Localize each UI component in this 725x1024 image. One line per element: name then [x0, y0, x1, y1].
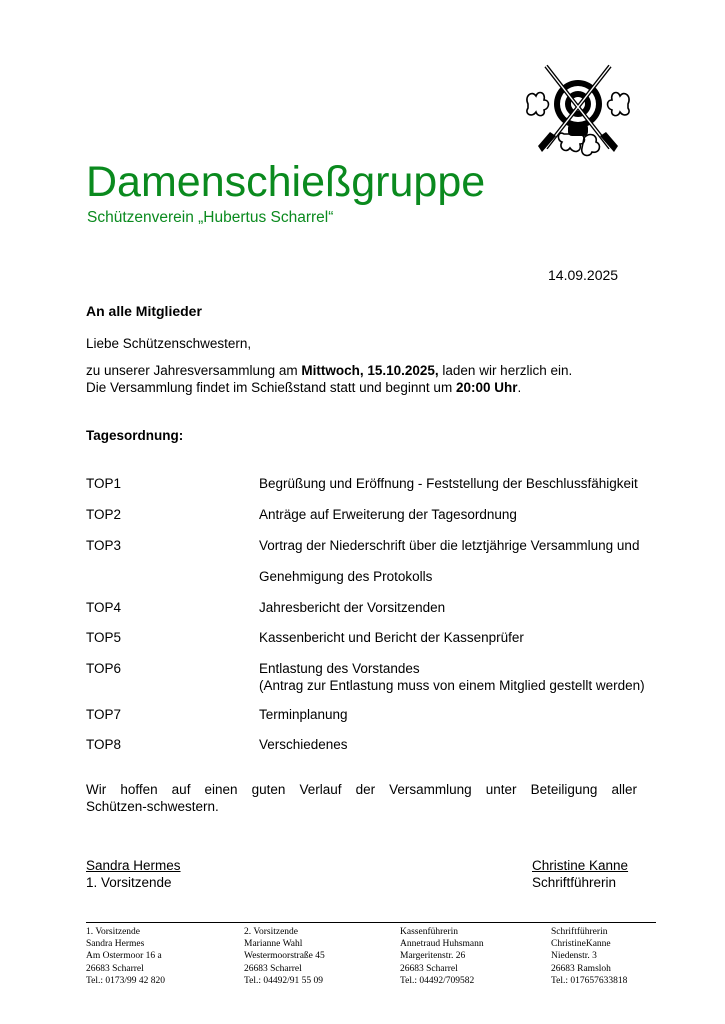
footer-line: Westermoorstraße 45 [244, 951, 325, 962]
agenda-item-text [259, 537, 639, 554]
agenda-item-number: TOP8 [86, 737, 122, 752]
agenda-item-line: Genehmigung des Protokolls [259, 569, 433, 584]
footer-column-vice-chair [244, 926, 325, 987]
closing-word: aller [611, 782, 637, 797]
agenda-item-number: TOP7 [86, 707, 122, 722]
letter-date: 14.09.2025 [548, 267, 619, 283]
footer-line: Tel.: 04492/709582 [400, 975, 475, 986]
agenda-item-number: TOP4 [86, 600, 122, 615]
agenda-item-number: TOP3 [86, 538, 122, 553]
agenda-item-text [259, 736, 348, 753]
footer-line: Margeritenstr. 26 [400, 951, 466, 962]
closing-word: hoffen [120, 782, 158, 797]
footer-line: Tel.: 04492/91 55 09 [244, 975, 324, 986]
agenda-item-number: TOP6 [86, 661, 122, 676]
agenda-item-number: TOP1 [86, 476, 122, 491]
shooting-club-emblem-icon [522, 60, 634, 160]
agenda-item-text [259, 475, 638, 492]
page-title: Damenschießgruppe [86, 158, 486, 206]
footer-line: Sandra Hermes [86, 939, 145, 950]
closing-word: auf [171, 782, 191, 797]
footer-column-secretary [551, 926, 627, 987]
meeting-time: 20:00 Uhr [455, 380, 518, 395]
agenda-item-line: (Antrag zur Entlastung muss von einem Mitglied gestellt werden) [259, 678, 645, 693]
intro-line-1: zu unserer Jahresversammlung am Mittwoch, 15.10.2025, laden wir herzlich ein. [86, 363, 573, 378]
agenda-heading: Tagesordnung: [86, 428, 184, 443]
agenda-item-line: Entlastung des Vorstandes [259, 661, 420, 676]
footer-line: Kassenführerin [400, 927, 459, 937]
intro-line-2: Die Versammlung findet im Schießstand statt und beginnt um 20:00 Uhr. [86, 380, 522, 395]
footer-line: 1. Vorsitzende [86, 927, 141, 937]
footer-line: 2. Vorsitzende [244, 927, 299, 937]
closing-word: unter [485, 782, 517, 797]
agenda-item-number: TOP2 [86, 507, 122, 522]
closing-word: der [355, 782, 376, 797]
signature-name: Sandra Hermes [86, 858, 181, 873]
footer-column-chair [86, 926, 165, 987]
agenda-item-line: Kassenbericht und Bericht der Kassenprüfer [259, 630, 524, 645]
closing-word: guten [251, 782, 286, 797]
agenda-item-text [259, 506, 517, 523]
closing-line-1 [86, 781, 637, 798]
agenda-item-line: Verschiedenes [259, 737, 348, 752]
signature-name: Christine Kanne [532, 858, 629, 873]
agenda-item-text [259, 599, 445, 616]
closing-word: Verlauf [299, 782, 342, 797]
agenda-item-number: TOP5 [86, 630, 122, 645]
agenda-item-text [259, 568, 432, 585]
closing-word: Versammlung [389, 782, 472, 797]
footer-line: Am Ostermoor 16 a [86, 951, 162, 962]
closing-word: einen [204, 782, 238, 797]
footer-line: Marianne Wahl [244, 939, 303, 950]
agenda-item-line: Vortrag der Niederschrift über die letztjährige Versammlung und [259, 538, 640, 553]
footer-line: 26683 Ramsloh [551, 963, 611, 974]
footer-line: 26683 Scharrel [244, 963, 302, 974]
signature-role: 1. Vorsitzende [86, 875, 172, 890]
footer-divider [86, 922, 656, 923]
signature-role: Schriftführerin [532, 875, 617, 890]
agenda-item-text [259, 660, 645, 694]
recipient-line: An alle Mitglieder [86, 303, 202, 319]
club-name: Schützenverein „Hubertus Scharrel“ [87, 209, 334, 226]
footer-line: Niedenstr. 3 [551, 951, 597, 962]
closing-word: Beteiligung [530, 782, 598, 797]
meeting-date: Mittwoch, 15.10.2025, [301, 363, 439, 378]
footer-line: Schriftführerin [551, 927, 608, 937]
closing-line-2: Schützen-schwestern. [86, 799, 219, 814]
agenda-item-text [259, 629, 524, 646]
footer-column-treasurer [400, 926, 484, 987]
agenda-item-line: Terminplanung [259, 707, 348, 722]
footer-line: 26683 Scharrel [86, 963, 144, 974]
agenda-item-line: Anträge auf Erweiterung der Tagesordnung [259, 507, 517, 522]
closing-paragraph [86, 781, 637, 815]
footer-line: ChristineKanne [551, 939, 611, 950]
club-logo [522, 60, 634, 160]
agenda-item-text [259, 706, 348, 723]
agenda-item-line: Begrüßung und Eröffnung - Feststellung der Beschlussfähigkeit [259, 476, 638, 491]
signature-chair [86, 857, 181, 891]
footer-line: Tel.: 0173/99 42 820 [86, 975, 166, 986]
footer-line: Tel.: 017657633818 [551, 975, 628, 986]
signature-secretary [532, 857, 628, 891]
footer-line: Annetraud Huhsmann [400, 939, 484, 950]
intro-paragraph [86, 362, 572, 396]
footer-line: 26683 Scharrel [400, 963, 458, 974]
agenda-item-line: Jahresbericht der Vorsitzenden [259, 600, 446, 615]
salutation: Liebe Schützenschwestern, [86, 336, 252, 351]
closing-word: Wir [86, 782, 107, 797]
